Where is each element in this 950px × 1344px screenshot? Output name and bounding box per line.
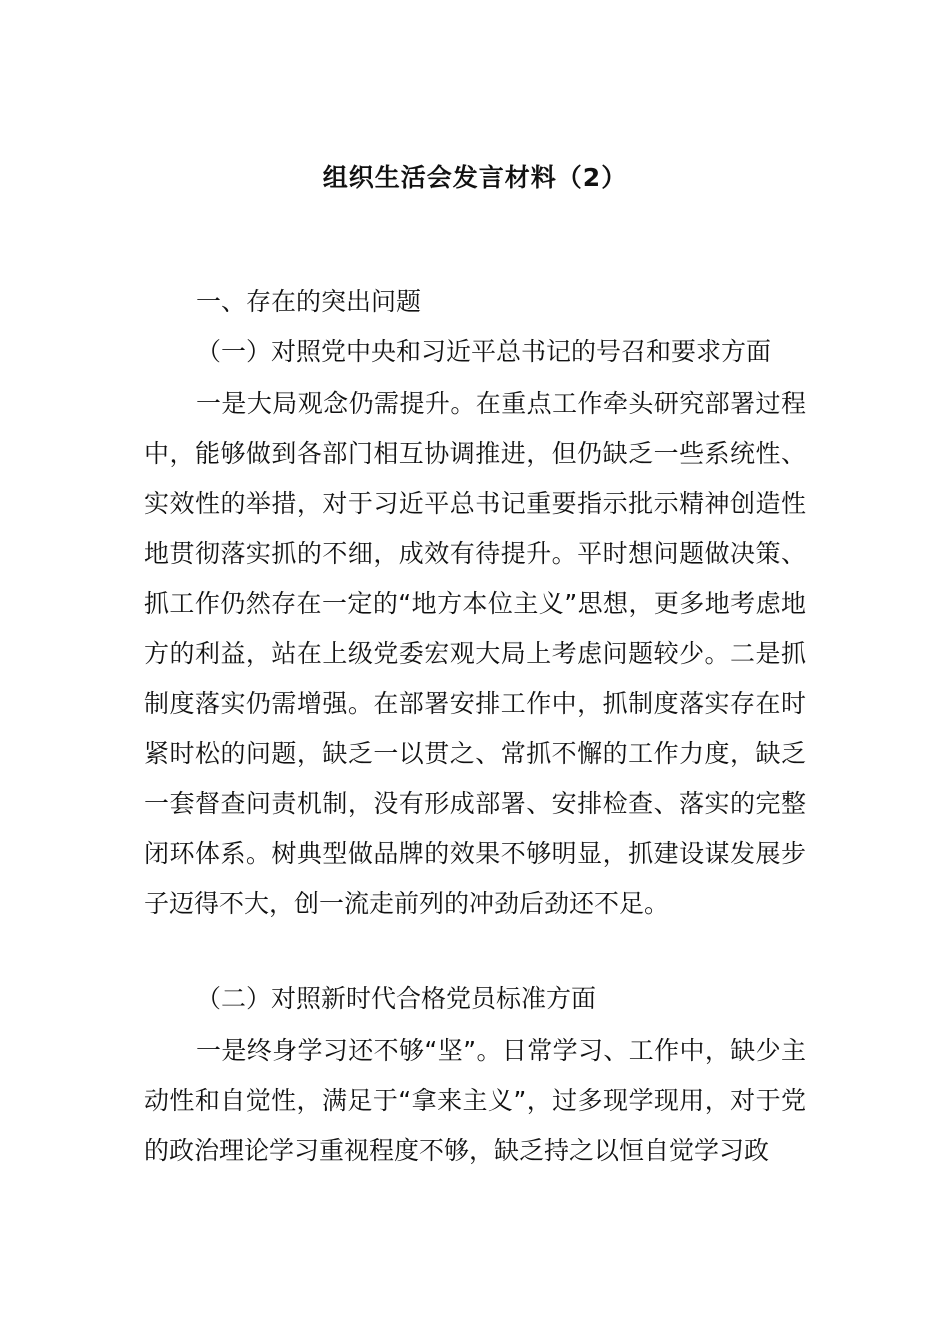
document-title: 组织生活会发言材料（2）: [322, 163, 628, 192]
subsection-heading-2: （二）对照新时代合格党员标准方面: [196, 984, 597, 1013]
body-paragraph-1: 一是大局观念仍需提升。在重点工作牵头研究部署过程中，能够做到各部门相互协调推进，但仍缺乏一些系统性、实效性的举措，对于习近平总书记重要指示批示精神创造性地贯彻落实抓的不细，成效有待提升。平时想问题做决策、抓工作仍然存在一定的“地方本位主义”思想，更多地考虑地方的利益，站在上级党委宏观大局上考虑问题较少。二是抓制度落实仍需增强。在部署安排工作中，抓制度落实存在时紧时松的问题，缺乏一以贯之、常抓不懈的工作力度，缺乏一套督查问责机制，没有形成部署、安排检查、落实的完整闭环体系。树典型做品牌的效果不够明显，抓建设谋发展步子迈得不大，创一流走前列的冲劲后劲还不足。: [144, 389, 806, 918]
section-heading: 一、存在的突出问题: [196, 287, 422, 316]
subsection-heading-1: （一）对照党中央和习近平总书记的号召和要求方面: [196, 337, 772, 366]
body-paragraph-2: 一是终身学习还不够“坚”。日常学习、工作中，缺少主动性和自觉性，满足于“拿来主义”，过多现学现用，对于党的政治理论学习重视程度不够，缺乏持之以恒自觉学习政: [144, 1036, 806, 1165]
